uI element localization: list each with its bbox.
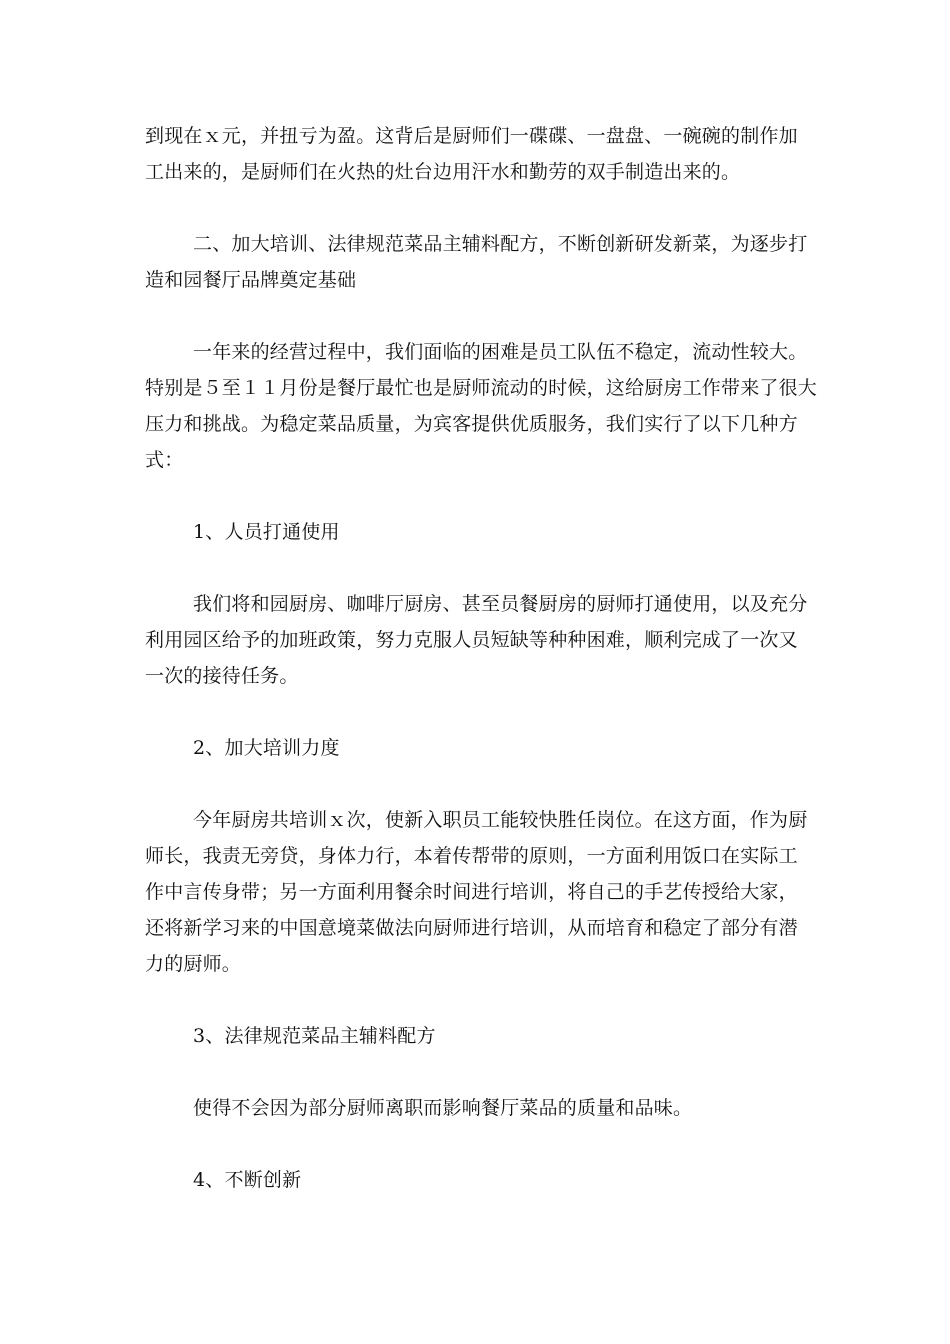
text-line: 1、人员打通使用 [193,521,340,543]
text-line: 作中言传身带；另一方面利用餐余时间进行培训，将自己的手艺传授给大家， [145,881,798,903]
paragraph-challenges [145,334,818,478]
text-line: 造和园餐厅品牌奠定基础 [145,269,357,291]
text-line: 2、加大培训力度 [193,737,340,759]
text-line: 压力和挑战。为稳定菜品质量，为宾客提供优质服务，我们实行了以下几种方 [145,413,798,435]
text-line: 力的厨师。 [145,953,242,975]
text-line: 二、加大培训、法律规范菜品主辅料配方，不断创新研发新菜，为逐步打 [193,233,808,255]
text-line: 利用园区给予的加班政策，努力克服人员短缺等种种困难，顺利完成了一次又 [145,629,798,651]
text-line: 今年厨房共培训ｘ次，使新入职员工能较快胜任岗位。在这方面，作为厨 [193,809,808,831]
text-line: 一年来的经营过程中，我们面临的困难是员工队伍不稳定，流动性较大。 [193,341,808,363]
text-line: 式： [145,449,184,471]
paragraph-recipe-standards [145,1090,805,1126]
section-heading-training [145,226,808,298]
subheading-training-intensity [145,730,805,766]
text-line: 3、法律规范菜品主辅料配方 [193,1025,436,1047]
document-page [145,118,818,1198]
paragraph-results [145,118,805,190]
text-line: 到现在ｘ元，并扭亏为盈。这背后是厨师们一碟碟、一盘盘、一碗碗的制作加 [145,125,798,147]
text-line: 师长，我责无旁贷，身体力行，本着传帮带的原则，一方面利用饭口在实际工 [145,845,798,867]
paragraph-staff-sharing [145,586,808,694]
text-line: 特别是５至１１月份是餐厅最忙也是厨师流动的时候，这给厨房工作带来了很大 [145,377,818,399]
text-line: 我们将和园厨房、咖啡厅厨房、甚至员餐厨房的厨师打通使用，以及充分 [193,593,808,615]
text-line: 一次的接待任务。 [145,665,299,687]
subheading-staff-sharing [145,514,805,550]
text-line: 4、不断创新 [193,1169,302,1191]
text-line: 使得不会因为部分厨师离职而影响餐厅菜品的质量和品味。 [193,1097,693,1119]
text-line: 还将新学习来的中国意境菜做法向厨师进行培训，从而培育和稳定了部分有潜 [145,917,798,939]
text-line: 工出来的，是厨师们在火热的灶台边用汗水和勤劳的双手制造出来的。 [145,161,741,183]
paragraph-training [145,802,808,982]
subheading-innovation [145,1162,805,1198]
subheading-recipe-standards [145,1018,805,1054]
